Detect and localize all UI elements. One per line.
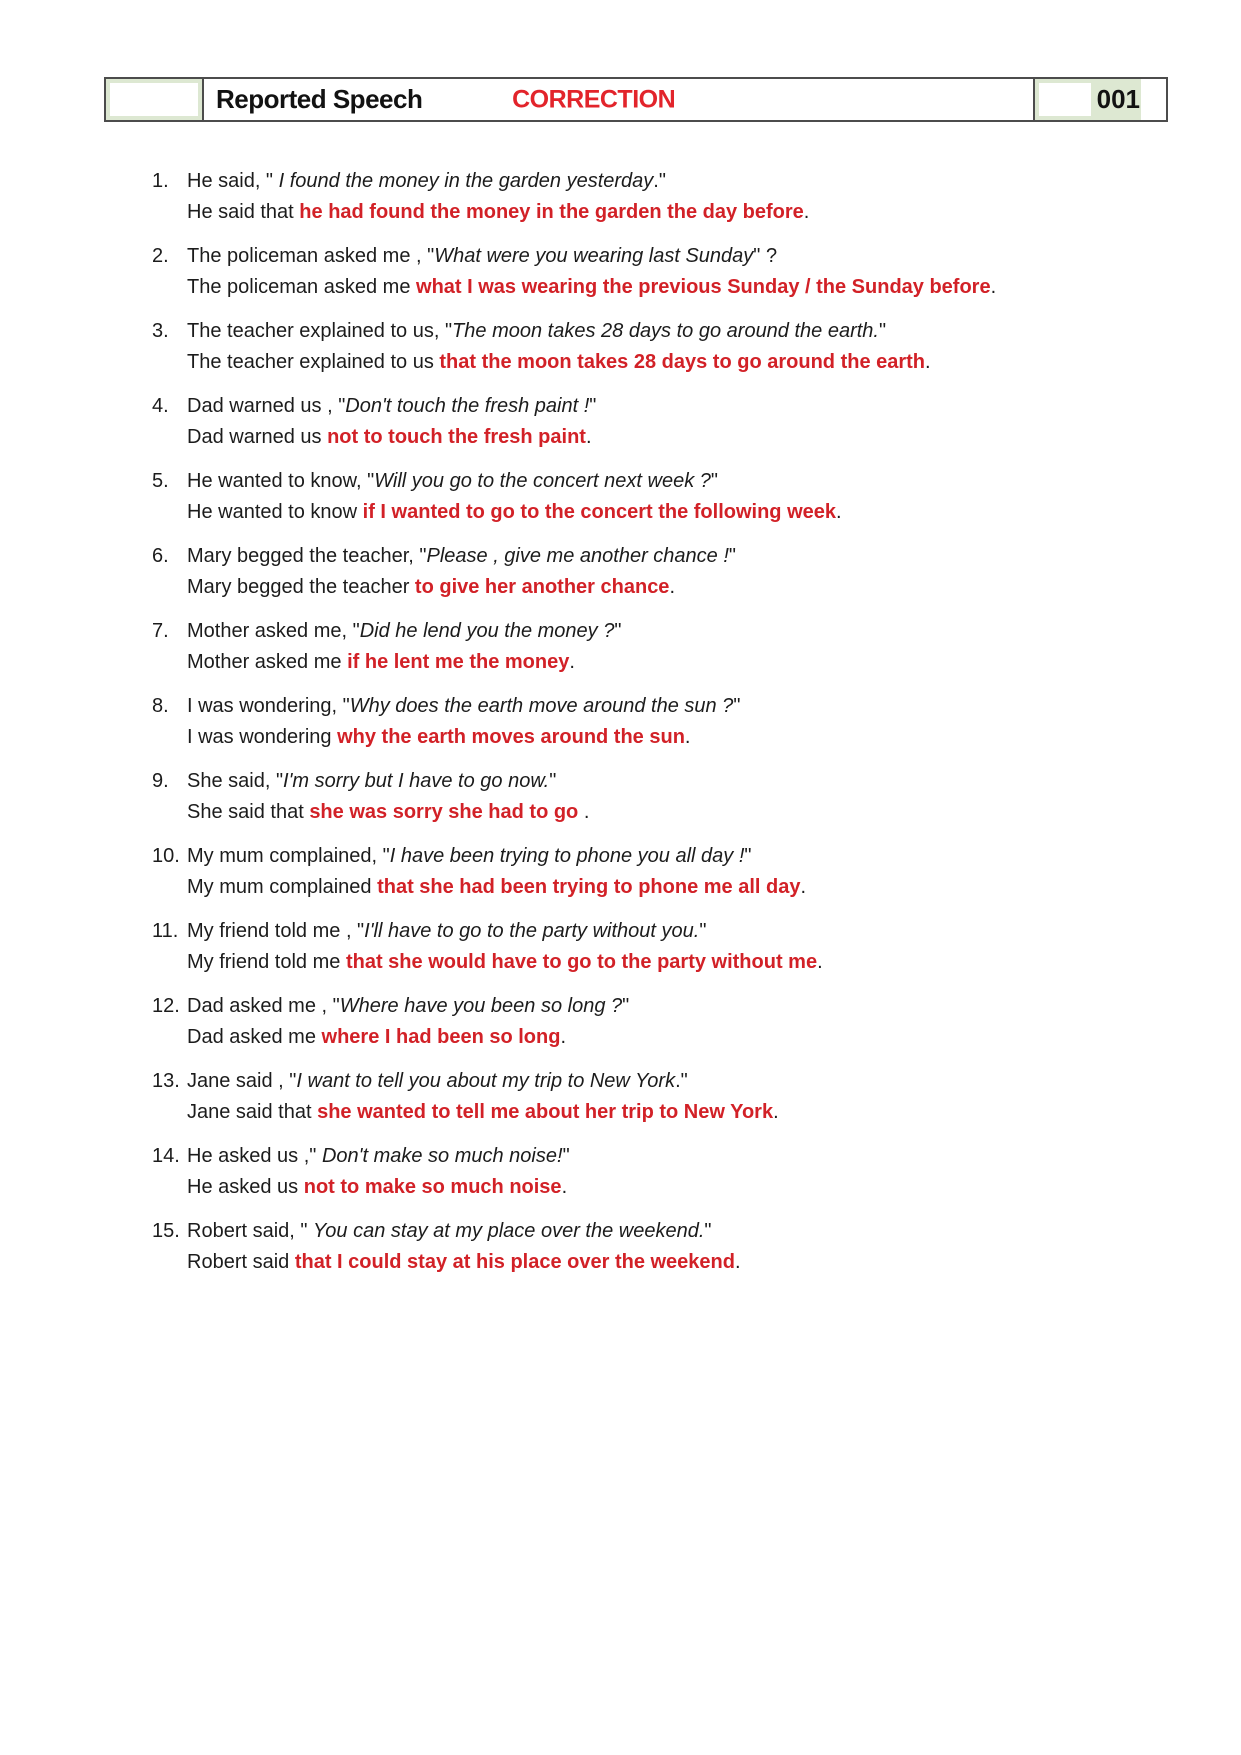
item-prompt bbox=[187, 466, 1057, 497]
exercise-item bbox=[152, 916, 1057, 978]
item-lines bbox=[187, 1141, 1057, 1203]
quoted-speech: What were you wearing last Sunday bbox=[434, 245, 754, 267]
quoted-speech: The moon takes 28 days to go around the earth. bbox=[452, 320, 879, 342]
header-blank-cell bbox=[106, 79, 204, 120]
plain-text: . bbox=[925, 351, 931, 373]
plain-text: " bbox=[744, 845, 752, 867]
plain-text: . bbox=[684, 726, 691, 748]
correction-text: if he lent me the money bbox=[347, 651, 570, 673]
quoted-speech: I'll have to go to the party without you. bbox=[364, 920, 700, 942]
header-number-green-box bbox=[1035, 79, 1141, 120]
plain-text: . bbox=[773, 1101, 779, 1123]
exercise-item bbox=[152, 1066, 1057, 1128]
item-lines bbox=[187, 991, 1057, 1053]
plain-text: Dad warned us , " bbox=[187, 395, 346, 417]
exercise-item bbox=[152, 841, 1057, 903]
item-prompt bbox=[187, 166, 1057, 197]
item-answer bbox=[187, 422, 1057, 453]
item-lines bbox=[187, 541, 1057, 603]
exercise-item bbox=[152, 1216, 1057, 1278]
plain-text: Jane said that bbox=[187, 1101, 318, 1123]
plain-text: She said, " bbox=[187, 770, 284, 792]
quoted-speech: Why does the earth move around the sun ? bbox=[349, 695, 734, 717]
item-answer bbox=[187, 497, 1057, 528]
worksheet-content bbox=[152, 166, 1057, 1291]
correction-text: what I was wearing the previous Sunday / the Sunday before bbox=[416, 276, 991, 298]
correction-text: why the earth moves around the sun bbox=[337, 726, 685, 748]
item-prompt bbox=[187, 916, 1057, 947]
quoted-speech: I found the money in the garden yesterday bbox=[278, 170, 654, 192]
plain-text: The teacher explained to us, " bbox=[187, 320, 453, 342]
plain-text: The teacher explained to us bbox=[187, 351, 440, 373]
item-prompt bbox=[187, 991, 1057, 1022]
header-number-cell bbox=[1035, 79, 1166, 120]
correction-text: not to make so much noise bbox=[303, 1176, 562, 1198]
plain-text: Jane said , " bbox=[187, 1070, 297, 1092]
item-prompt bbox=[187, 841, 1057, 872]
item-answer bbox=[187, 1247, 1057, 1278]
item-answer bbox=[187, 947, 1057, 978]
worksheet-number: 001 bbox=[1096, 84, 1140, 114]
plain-text: " bbox=[879, 320, 887, 342]
item-number: 3. bbox=[152, 320, 169, 342]
item-answer bbox=[187, 197, 1057, 228]
exercise-item bbox=[152, 466, 1057, 528]
quoted-speech: I want to tell you about my trip to New York bbox=[296, 1070, 676, 1092]
plain-text: . bbox=[561, 1176, 568, 1198]
quoted-speech: Did he lend you the money ? bbox=[359, 620, 615, 642]
item-number: 2. bbox=[152, 245, 169, 267]
item-answer bbox=[187, 1172, 1057, 1203]
plain-text: . bbox=[560, 1026, 567, 1048]
item-lines bbox=[187, 916, 1057, 978]
item-number: 12. bbox=[152, 995, 180, 1017]
item-number: 15. bbox=[152, 1220, 180, 1242]
item-number: 11. bbox=[152, 920, 179, 942]
item-answer bbox=[187, 797, 1057, 828]
item-answer bbox=[187, 722, 1057, 753]
plain-text: My friend told me , " bbox=[187, 920, 365, 942]
item-prompt bbox=[187, 1066, 1057, 1097]
item-number: 13. bbox=[152, 1070, 180, 1092]
correction-text: to give her another chance bbox=[414, 576, 670, 598]
item-answer bbox=[187, 347, 1057, 378]
item-answer bbox=[187, 872, 1057, 903]
quoted-speech: I have been trying to phone you all day ! bbox=[389, 845, 745, 867]
item-prompt bbox=[187, 766, 1057, 797]
item-lines bbox=[187, 1216, 1057, 1278]
plain-text: . bbox=[836, 501, 842, 523]
item-answer bbox=[187, 1022, 1057, 1053]
plain-text: " bbox=[549, 770, 557, 792]
item-lines bbox=[187, 616, 1057, 678]
item-number: 5. bbox=[152, 470, 169, 492]
plain-text: Mother asked me, " bbox=[187, 620, 360, 642]
plain-text: " bbox=[622, 995, 630, 1017]
plain-text: He said, " bbox=[187, 170, 279, 192]
plain-text: He wanted to know bbox=[187, 501, 363, 523]
exercise-list bbox=[152, 166, 1057, 1278]
plain-text: " bbox=[728, 545, 736, 567]
plain-text: " bbox=[704, 1220, 712, 1242]
correction-text: not to touch the fresh paint bbox=[327, 426, 586, 448]
plain-text: I was wondering bbox=[187, 726, 338, 748]
correction-text: if I wanted to go to the concert the following week bbox=[362, 501, 837, 523]
item-lines bbox=[187, 166, 1057, 228]
correction-text: he had found the money in the garden the day before bbox=[299, 201, 804, 223]
plain-text: " bbox=[710, 470, 718, 492]
plain-text: . bbox=[585, 426, 592, 448]
quoted-speech: Please , give me another chance ! bbox=[426, 545, 729, 567]
plain-text: The policeman asked me bbox=[187, 276, 417, 298]
item-number: 7. bbox=[152, 620, 169, 642]
item-prompt bbox=[187, 1141, 1057, 1172]
item-answer bbox=[187, 272, 1057, 303]
item-lines bbox=[187, 691, 1057, 753]
plain-text: Mother asked me bbox=[187, 651, 348, 673]
plain-text: He asked us ," bbox=[187, 1145, 322, 1167]
correction-text: where I had been so long bbox=[321, 1026, 561, 1048]
exercise-item bbox=[152, 316, 1057, 378]
plain-text: " bbox=[699, 920, 707, 942]
quoted-speech: Don't make so much noise! bbox=[321, 1145, 563, 1167]
item-prompt bbox=[187, 541, 1057, 572]
item-lines bbox=[187, 466, 1057, 528]
quoted-speech: I'm sorry but I have to go now. bbox=[283, 770, 550, 792]
item-prompt bbox=[187, 316, 1057, 347]
exercise-item bbox=[152, 1141, 1057, 1203]
plain-text: I was wondering, " bbox=[187, 695, 350, 717]
exercise-item bbox=[152, 166, 1057, 228]
plain-text: She said that bbox=[187, 801, 310, 823]
quoted-speech: You can stay at my place over the weekend. bbox=[313, 1220, 705, 1242]
exercise-item bbox=[152, 766, 1057, 828]
plain-text: He asked us bbox=[187, 1176, 304, 1198]
plain-text: Robert said bbox=[187, 1251, 295, 1273]
item-lines bbox=[187, 766, 1057, 828]
item-number: 1. bbox=[152, 170, 169, 192]
quoted-speech: Don't touch the fresh paint ! bbox=[345, 395, 590, 417]
header-main-cell bbox=[204, 79, 1035, 120]
quoted-speech: Where have you been so long ? bbox=[339, 995, 623, 1017]
item-number: 4. bbox=[152, 395, 169, 417]
item-prompt bbox=[187, 241, 1057, 272]
quoted-speech: Will you go to the concert next week ? bbox=[374, 470, 711, 492]
item-answer bbox=[187, 572, 1057, 603]
correction-text: that she had been trying to phone me all day bbox=[377, 876, 801, 898]
exercise-item bbox=[152, 991, 1057, 1053]
item-lines bbox=[187, 391, 1057, 453]
exercise-item bbox=[152, 391, 1057, 453]
plain-text: . bbox=[817, 951, 823, 973]
item-lines bbox=[187, 316, 1057, 378]
item-number: 8. bbox=[152, 695, 169, 717]
item-prompt bbox=[187, 1216, 1057, 1247]
plain-text: . bbox=[803, 201, 810, 223]
plain-text: . bbox=[578, 801, 590, 823]
exercise-item bbox=[152, 616, 1057, 678]
item-number: 14. bbox=[152, 1145, 180, 1167]
item-prompt bbox=[187, 391, 1057, 422]
plain-text: Dad warned us bbox=[187, 426, 328, 448]
correction-text: that the moon takes 28 days to go around the earth bbox=[439, 351, 926, 373]
plain-text: My friend told me bbox=[187, 951, 346, 973]
correction-label: CORRECTION bbox=[512, 85, 676, 113]
item-lines bbox=[187, 841, 1057, 903]
exercise-item bbox=[152, 691, 1057, 753]
item-number: 6. bbox=[152, 545, 169, 567]
plain-text: My mum complained, " bbox=[187, 845, 390, 867]
plain-text: . bbox=[569, 651, 575, 673]
plain-text: " bbox=[589, 395, 597, 417]
plain-text: Mary begged the teacher bbox=[187, 576, 415, 598]
plain-text: He said that bbox=[187, 201, 300, 223]
plain-text: Dad asked me bbox=[187, 1026, 322, 1048]
plain-text: ." bbox=[675, 1070, 688, 1092]
page-title: Reported Speech bbox=[216, 84, 423, 114]
item-prompt bbox=[187, 616, 1057, 647]
plain-text: My mum complained bbox=[187, 876, 378, 898]
plain-text: He wanted to know, " bbox=[187, 470, 375, 492]
header-table bbox=[104, 77, 1168, 122]
exercise-item bbox=[152, 241, 1057, 303]
header-blank-inner-box bbox=[110, 83, 198, 116]
correction-text: that she would have to go to the party without me bbox=[345, 951, 818, 973]
item-number: 9. bbox=[152, 770, 169, 792]
plain-text: . bbox=[734, 1251, 741, 1273]
plain-text: " bbox=[562, 1145, 570, 1167]
item-prompt bbox=[187, 691, 1057, 722]
item-lines bbox=[187, 1066, 1057, 1128]
plain-text: . bbox=[800, 876, 807, 898]
plain-text: Robert said, " bbox=[187, 1220, 314, 1242]
plain-text: The policeman asked me , " bbox=[187, 245, 435, 267]
correction-text: she was sorry she had to go bbox=[309, 801, 579, 823]
plain-text: Mary begged the teacher, " bbox=[187, 545, 427, 567]
plain-text: . bbox=[669, 576, 675, 598]
plain-text: Dad asked me , " bbox=[187, 995, 340, 1017]
item-answer bbox=[187, 1097, 1057, 1128]
header-number-inner-box bbox=[1039, 83, 1091, 116]
correction-text: that I could stay at his place over the weekend bbox=[294, 1251, 735, 1273]
exercise-item bbox=[152, 541, 1057, 603]
plain-text: ." bbox=[653, 170, 666, 192]
plain-text: " bbox=[733, 695, 741, 717]
item-number: 10. bbox=[152, 845, 180, 867]
correction-text: she wanted to tell me about her trip to New York bbox=[317, 1101, 774, 1123]
item-lines bbox=[187, 241, 1057, 303]
plain-text: . bbox=[990, 276, 997, 298]
plain-text: " bbox=[614, 620, 622, 642]
plain-text: " ? bbox=[753, 245, 778, 267]
item-answer bbox=[187, 647, 1057, 678]
